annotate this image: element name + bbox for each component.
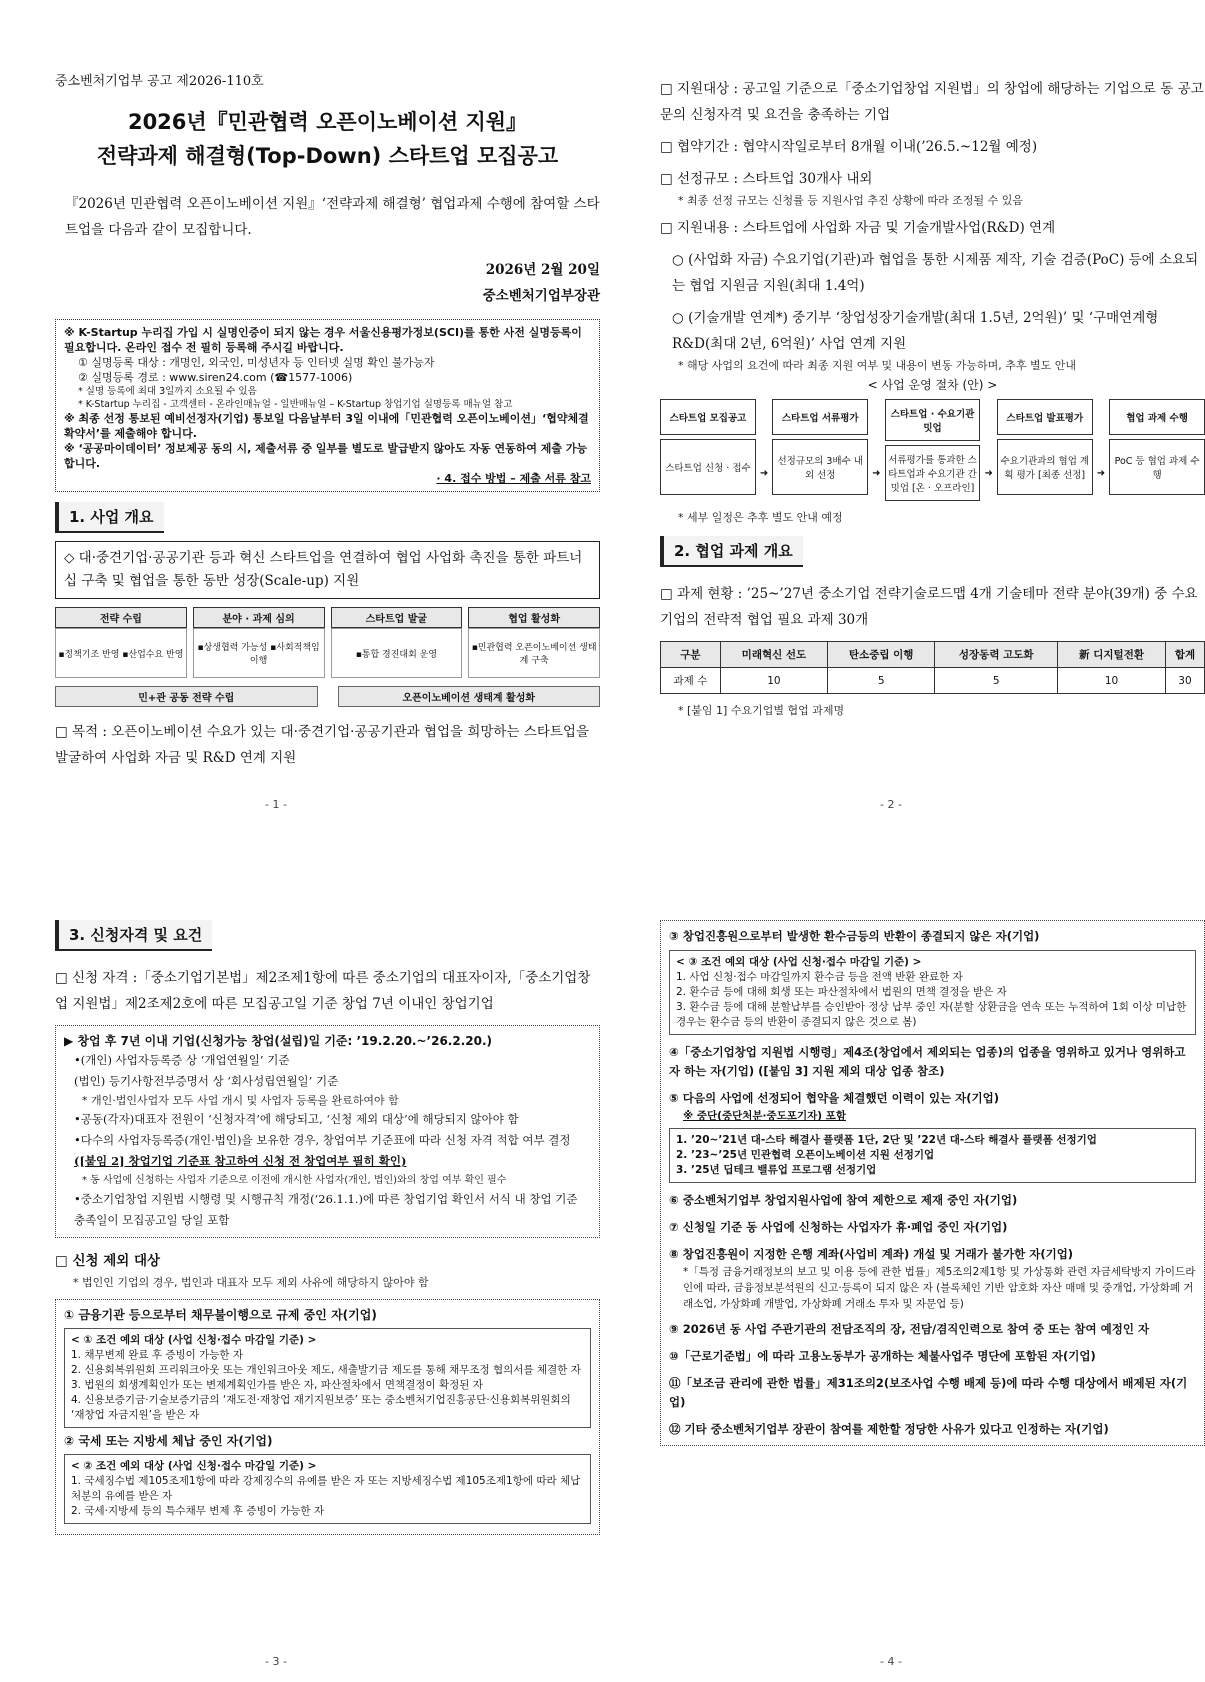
box-line: ※ K-Startup 누리집 가입 시 실명인증이 되지 않는 경우 서울신용평가정보(SCI)를 통한 사전 실명등록이 필요합니다. 온라인 접수 전 필히 등록해 주시길 바랍니다. <box>64 326 582 354</box>
intro-text: 『2026년 민관협력 오픈이노베이션 지원』‘전략과제 해결형’ 협업과제 수행에 참여할 스타트업을 다음과 같이 모집합니다. <box>65 196 600 238</box>
exception-head: < ② 조건 예외 대상 (사업 신청·접수 마감일 기준) > <box>71 1460 317 1472</box>
process-step-head: 스타트업 모집공고 <box>660 399 756 435</box>
exclusion-note: * 법인인 기업의 경우, 법인과 대표자 모두 제외 사유에 해당하지 않아야 함 <box>73 1276 429 1289</box>
exclusion-item: ⑤ 다음의 사업에 선정되어 협약을 체결했던 이력이 있는 자(기업) <box>669 1091 999 1105</box>
selection-note: * 최종 선정 규모는 신청률 등 지원사업 추진 상황에 따라 조정될 수 있음 <box>678 194 1023 207</box>
page-number: - 2 - <box>880 798 902 811</box>
qual-note: * 개인·법인사업자 모두 사업 개시 및 사업자 등록을 완료하여야 함 <box>82 1094 399 1107</box>
exception-item: 2. 환수금 등에 대해 회생 또는 파산절차에서 법원의 면책 결정을 받은 자 <box>676 986 1007 998</box>
support-note: * 해당 사업의 요건에 따라 최종 지원 여부 및 내용이 변동 가능하며, 추후 별도 안내 <box>678 359 1076 372</box>
overview-flow <box>55 607 600 678</box>
exclusion-box-cont <box>660 920 1205 1446</box>
support-item: ○ (기술개발 연계*) 중기부 ‘창업성장기술개발(최대 1.5년, 2억원)’ 및 ‘구매연계형 R&D(최대 2년, 6억원)’ 사업 연계 지원 <box>672 310 1159 352</box>
exception-head: < ① 조건 예외 대상 (사업 신청·접수 마감일 기준) > <box>71 1334 317 1346</box>
box-line: ① 실명등록 대상 : 개명인, 외국인, 미성년자 등 인터넷 실명 확인 불가능자 <box>78 356 435 369</box>
process-step-body: 서류평가를 통과한 스타트업과 수요기관 간 밋업 [온 · 오프라인] <box>885 445 981 501</box>
excluded-program: 1. ’20~’21년 대-스타 해결사 플랫폼 1단, 2단 및 ’22년 대-스타 해결사 플랫폼 선정기업 <box>676 1134 1097 1146</box>
table-header-row <box>661 642 1205 668</box>
table-header: 합계 <box>1165 642 1204 668</box>
exception-item: 3. 법원의 회생계획인가 또는 변제계획인가를 받은 자, 파산절차에서 면책결정이 확정된 자 <box>71 1379 483 1391</box>
qual-bullet: ([붙임 2] 창업기업 기준표 참고하여 신청 전 창업여부 필히 확인) <box>74 1154 407 1168</box>
process-title: < 사업 운영 절차 (안) > <box>867 378 998 392</box>
contract-period: □ 협약기간 : 협약시작일로부터 8개월 이내(’26.5.~12월 예정) <box>660 139 1038 155</box>
support-target: □ 지원대상 : 공고일 기준으로「중소기업창업 지원법」의 창업에 해당하는 기업으로 동 공고문의 신청자격 및 요건을 충족하는 기업 <box>660 81 1204 123</box>
arrow-icon: ➜ <box>759 468 769 479</box>
box-line: * 실명 등록에 최대 3일까지 소요될 수 있음 <box>78 386 257 397</box>
flow-step-head: 협업 활성화 <box>468 607 600 628</box>
process-step <box>997 399 1093 501</box>
box-line: ※ 최종 선정 통보된 예비선정자(기업) 통보일 다음날부터 3일 이내에「민관협력 오픈이노베이션」‘협약체결 확약서’를 제출해야 합니다. <box>64 412 589 440</box>
table-cell: 5 <box>828 668 935 694</box>
exception-item: 3. 환수금 등에 대해 분할납부를 승인받아 정상 납부 중인 자(분할 상환금을 연속 또는 누적하여 1회 이상 미납한 경우는 환수금 등의 반환이 종결되지 않은 것으로 봄) <box>676 1001 1187 1028</box>
flow-step-head: 전략 수립 <box>55 607 187 628</box>
process-step-body: 스타트업 신청 · 접수 <box>660 439 756 495</box>
table-cell: 10 <box>1058 668 1166 694</box>
section-3-heading: 3. 신청자격 및 요건 <box>55 920 212 951</box>
agency-name: 중소벤처기업부장관 <box>482 288 600 304</box>
exception-item: 4. 신용보증기금·기술보증기금의 ‘재도전·재창업 재기지원보증’ 또는 중소벤처기업진흥공단·신용회복위원회의 ‘재창업 자금지원’을 받은 자 <box>71 1394 571 1421</box>
exclusion-item: ⑪「보조금 관리에 관한 법률」제31조의2(보조사업 수행 배제 등)에 따라 수행 대상에서 배제된 자(기업) <box>669 1376 1188 1409</box>
exception-box <box>64 1454 591 1524</box>
qualification-box-head: ▶ 창업 후 7년 이내 기업(신청가능 창업(설립)일 기준: ’19.2.20.~’26.2.20.) <box>64 1034 493 1048</box>
notice-date: 2026년 2월 20일 <box>485 262 600 278</box>
qual-bullet: •중소기업창업 지원법 시행령 및 시행규칙 개정(’26.1.1.)에 따른 창업기업 확인서 서식 내 창업 기준 충족일이 모집공고일 당일 포함 <box>74 1192 578 1227</box>
flow-step-head: 스타트업 발굴 <box>331 607 463 628</box>
exclusion-item: ⑩「근로기준법」에 따라 고용노동부가 공개하는 체불사업주 명단에 포함된 자(기업) <box>669 1349 1096 1363</box>
arrow-icon: ➜ <box>872 468 881 479</box>
page-1 <box>55 70 600 811</box>
page-2 <box>660 70 1205 811</box>
table-cell: 10 <box>720 668 827 694</box>
arrow-icon: ➜ <box>984 468 993 479</box>
box-line: ※ ‘공공마이데이터’ 정보제공 동의 시, 제출서류 중 일부를 별도로 발급받지 않아도 자동 연동하여 제출 가능합니다. <box>64 442 588 470</box>
exception-item: 1. 사업 신청·접수 마감일까지 환수금 등을 전액 반환 완료한 자 <box>676 971 963 983</box>
flow-step-body: ▪통합 경진대회 운영 <box>331 628 463 678</box>
exclusion-note: ※ 중단(중단처분·중도포기자) 포함 <box>683 1110 846 1122</box>
support-item: ○ (사업화 자금) 수요기업(기관)과 협업을 통한 시제품 제작, 기술 검증(PoC) 등에 소요되는 협업 지원금 지원(최대 1.4억) <box>672 252 1199 294</box>
exclusion-heading: □ 신청 제외 대상 <box>55 1253 161 1269</box>
page-number: - 4 - <box>880 1655 902 1668</box>
exception-box <box>64 1328 591 1428</box>
flow-bars <box>55 686 600 707</box>
notice-number: 중소벤처기업부 공고 제2026-110호 <box>55 74 264 89</box>
exception-item: 2. 신용회복위원회 프리워크아웃 또는 개인워크아웃 제도, 새출발기금 제도를 통해 채무조정 협의서를 체결한 자 <box>71 1364 581 1376</box>
table-row <box>661 668 1205 694</box>
process-step-head: 스타트업 발표평가 <box>997 399 1093 435</box>
exclusion-item: ① 금융기관 등으로부터 채무불이행으로 규제 중인 자(기업) <box>64 1308 377 1322</box>
exception-item: 1. 채무변제 완료 후 증빙이 가능한 자 <box>71 1349 244 1361</box>
process-step-body: 선정규모의 3배수 내외 선정 <box>772 439 868 495</box>
exclusion-item: ③ 창업진흥원으로부터 발생한 환수금등의 반환이 종결되지 않은 자(기업) <box>669 929 1040 943</box>
flow-step <box>468 607 600 678</box>
section-1-heading: 1. 사업 개요 <box>55 502 164 533</box>
flow-step <box>193 607 325 678</box>
table-header: 新 디지털전환 <box>1058 642 1166 668</box>
qual-bullet: •(개인) 사업자등록증 상 ‘개업연월일’ 기준 <box>74 1053 290 1067</box>
flow-bar: 오픈이노베이션 생태계 활성화 <box>338 686 601 707</box>
box-line: * K-Startup 누리집 - 고객센터 - 온라인매뉴얼 - 일반매뉴얼 – K-Startup 창업기업 실명등록 매뉴얼 참고 <box>78 399 513 410</box>
flow-step-head: 분야 · 과제 심의 <box>193 607 325 628</box>
process-step-head: 협업 과제 수행 <box>1109 399 1205 435</box>
exclusion-item: ⑫ 기타 중소벤처기업부 장관이 참여를 제한할 정당한 사유가 있다고 인정하는 자(기업) <box>669 1422 1109 1436</box>
exclusion-item: ⑥ 중소벤처기업부 창업지원사업에 참여 제한으로 제재 중인 자(기업) <box>669 1193 1018 1207</box>
qual-note: * 동 사업에 신청하는 사업자 기준으로 이전에 개시한 사업자(개인, 법인)와의 창업 여부 확인 필수 <box>82 1175 507 1186</box>
exception-head: < ③ 조건 예외 대상 (사업 신청·접수 마감일 기준) > <box>676 956 922 968</box>
flow-step-body: ▪상생협력 가능성 ▪사회적책임 이행 <box>193 628 325 678</box>
flow-step-body: ▪정책기조 반영 ▪산업수요 반영 <box>55 628 187 678</box>
excluded-programs-box <box>669 1128 1196 1183</box>
selection-scale: □ 선정규모 : 스타트업 30개사 내외 <box>660 171 873 187</box>
qual-bullet: •다수의 사업자등록증(개인·법인)을 보유한 경우, 창업여부 기준표에 따라 신청 자격 적합 여부 결정 <box>74 1133 571 1147</box>
title-line-1: 2026년『민관협력 오픈이노베이션 지원』 <box>127 110 528 134</box>
excluded-program: 3. ’25년 딥테크 밸류업 프로그램 선정기업 <box>676 1164 877 1176</box>
arrow-icon: ➜ <box>1096 468 1106 479</box>
flow-step-body: ▪민관협력 오픈이노베이션 생태계 구축 <box>468 628 600 678</box>
page-number: - 3 - <box>265 1655 287 1668</box>
exception-item: 1. 국세징수법 제105조제1항에 따라 강제징수의 유예를 받은 자 또는 지방세징수법 제105조제1항에 따라 체납처분의 유예를 받은 자 <box>71 1475 581 1502</box>
task-status: □ 과제 현황 : ’25~’27년 중소기업 전략기술로드맵 4개 기술테마 전략 분야(39개) 중 수요기업의 전략적 협업 필요 과제 30개 <box>660 586 1198 628</box>
exception-item: 2. 국세·지방세 등의 특수채무 변제 후 증빙이 가능한 자 <box>71 1505 325 1517</box>
exclusion-item: ⑨ 2026년 동 사업 주관기관의 전담조직의 장, 전담/겸직인력으로 참여 중 또는 참여 예정인 자 <box>669 1322 1150 1336</box>
page-title <box>55 105 600 173</box>
process-step-head: 스타트업 서류평가 <box>772 399 868 435</box>
process-step <box>885 399 981 501</box>
table-header: 성장동력 고도화 <box>935 642 1058 668</box>
table-header: 구분 <box>661 642 721 668</box>
notice-box <box>55 319 600 492</box>
process-step <box>772 399 868 501</box>
goal-box: ◇ 대·중견기업·공공기관 등과 혁신 스타트업을 연결하여 협업 사업화 촉진을 통한 파트너십 구축 및 협업을 통한 동반 성장(Scale-up) 지원 <box>55 541 600 599</box>
flow-step <box>55 607 187 678</box>
exception-box <box>669 950 1196 1035</box>
qualification-box <box>55 1025 600 1238</box>
table-header: 미래혁신 선도 <box>720 642 827 668</box>
process-flow <box>660 399 1205 501</box>
exclusion-item: ⑦ 신청일 기준 동 사업에 신청하는 사업자가 휴·폐업 중인 자(기업) <box>669 1220 1008 1234</box>
flow-bar: 민+관 공동 전략 수립 <box>55 686 318 707</box>
box-line: · 4. 접수 방법 – 제출 서류 참고 <box>436 472 591 485</box>
process-step-head: 스타트업 · 수요기관 밋업 <box>885 399 981 441</box>
process-step <box>1109 399 1205 501</box>
page-3 <box>55 920 600 1668</box>
title-line-2: 전략과제 해결형(Top-Down) 스타트업 모집공고 <box>96 144 559 168</box>
page-4 <box>660 920 1205 1668</box>
process-step-body: PoC 등 협업 과제 수행 <box>1109 439 1205 495</box>
table-cell: 30 <box>1165 668 1204 694</box>
excluded-program: 2. ’23~’25년 민관협력 오픈이노베이션 지원 선정기업 <box>676 1149 935 1161</box>
page-number: - 1 - <box>265 798 287 811</box>
exclusion-box <box>55 1299 600 1535</box>
exclusion-note: *「특정 금융거래정보의 보고 및 이용 등에 관한 법률」제5조의2제1항 및 가상통화 관련 자금세탁방지 가이드라인에 따라, 금융정보분석원의 신고·등록이 되지 않은 자 (블록체인 기반 암호화 자산 매매 및 중개업, 가상화폐 거래소업, 가상화폐 개발업, 가상화폐 거래소 투자 및 자문업 등) <box>683 1266 1196 1310</box>
process-step-body: 수요기관과의 협업 계획 평가 [최종 선정] <box>997 439 1093 495</box>
exclusion-item: ④「중소기업창업 지원법 시행령」제4조(창업에서 제외되는 업종)의 업종을 영위하고 있거나 영위하고자 하는 자(기업) ([붙임 3] 지원 제외 대상 업종 참조) <box>669 1045 1186 1078</box>
exclusion-item: ⑧ 창업진흥원이 지정한 은행 계좌(사업비 계좌) 개설 및 거래가 불가한 자(기업) <box>669 1247 1074 1261</box>
qual-bullet: •공동(각자)대표자 전원이 ‘신청자격’에 해당되고, ‘신청 제외 대상’에 해당되지 않아야 함 <box>74 1112 519 1126</box>
flow-step <box>331 607 463 678</box>
exclusion-item: ② 국세 또는 지방세 체납 중인 자(기업) <box>64 1434 273 1448</box>
task-table <box>660 641 1205 694</box>
table-cell: 5 <box>935 668 1058 694</box>
purpose: □ 목적 : 오픈이노베이션 수요가 있는 대·중견기업·공공기관과 협업을 희망하는 스타트업을 발굴하여 사업화 자금 및 R&D 연계 지원 <box>55 724 589 766</box>
process-note: * 세부 일정은 추후 별도 안내 예정 <box>678 511 843 524</box>
support-content: □ 지원내용 : 스타트업에 사업화 자금 및 기술개발사업(R&D) 연계 <box>660 220 1056 236</box>
attach-note: * [붙임 1] 수요기업별 협업 과제명 <box>678 704 845 717</box>
process-step <box>660 399 756 501</box>
table-cell: 과제 수 <box>661 668 721 694</box>
table-header: 탄소중립 이행 <box>828 642 935 668</box>
box-line[interactable]: ② 실명등록 경로 : www.siren24.com (☎1577-1006) <box>78 371 353 384</box>
qual-bullet: (법인) 등기사항전부증명서 상 ‘회사성립연월일’ 기준 <box>74 1074 339 1088</box>
qualification: □ 신청 자격 :「중소기업기본법」제2조제1항에 따른 중소기업의 대표자이자,「중소기업창업 지원법」제2조제2호에 따른 모집공고일 기준 창업 7년 이내인 창업기업 <box>55 970 591 1012</box>
section-2-heading: 2. 협업 과제 개요 <box>660 536 803 567</box>
